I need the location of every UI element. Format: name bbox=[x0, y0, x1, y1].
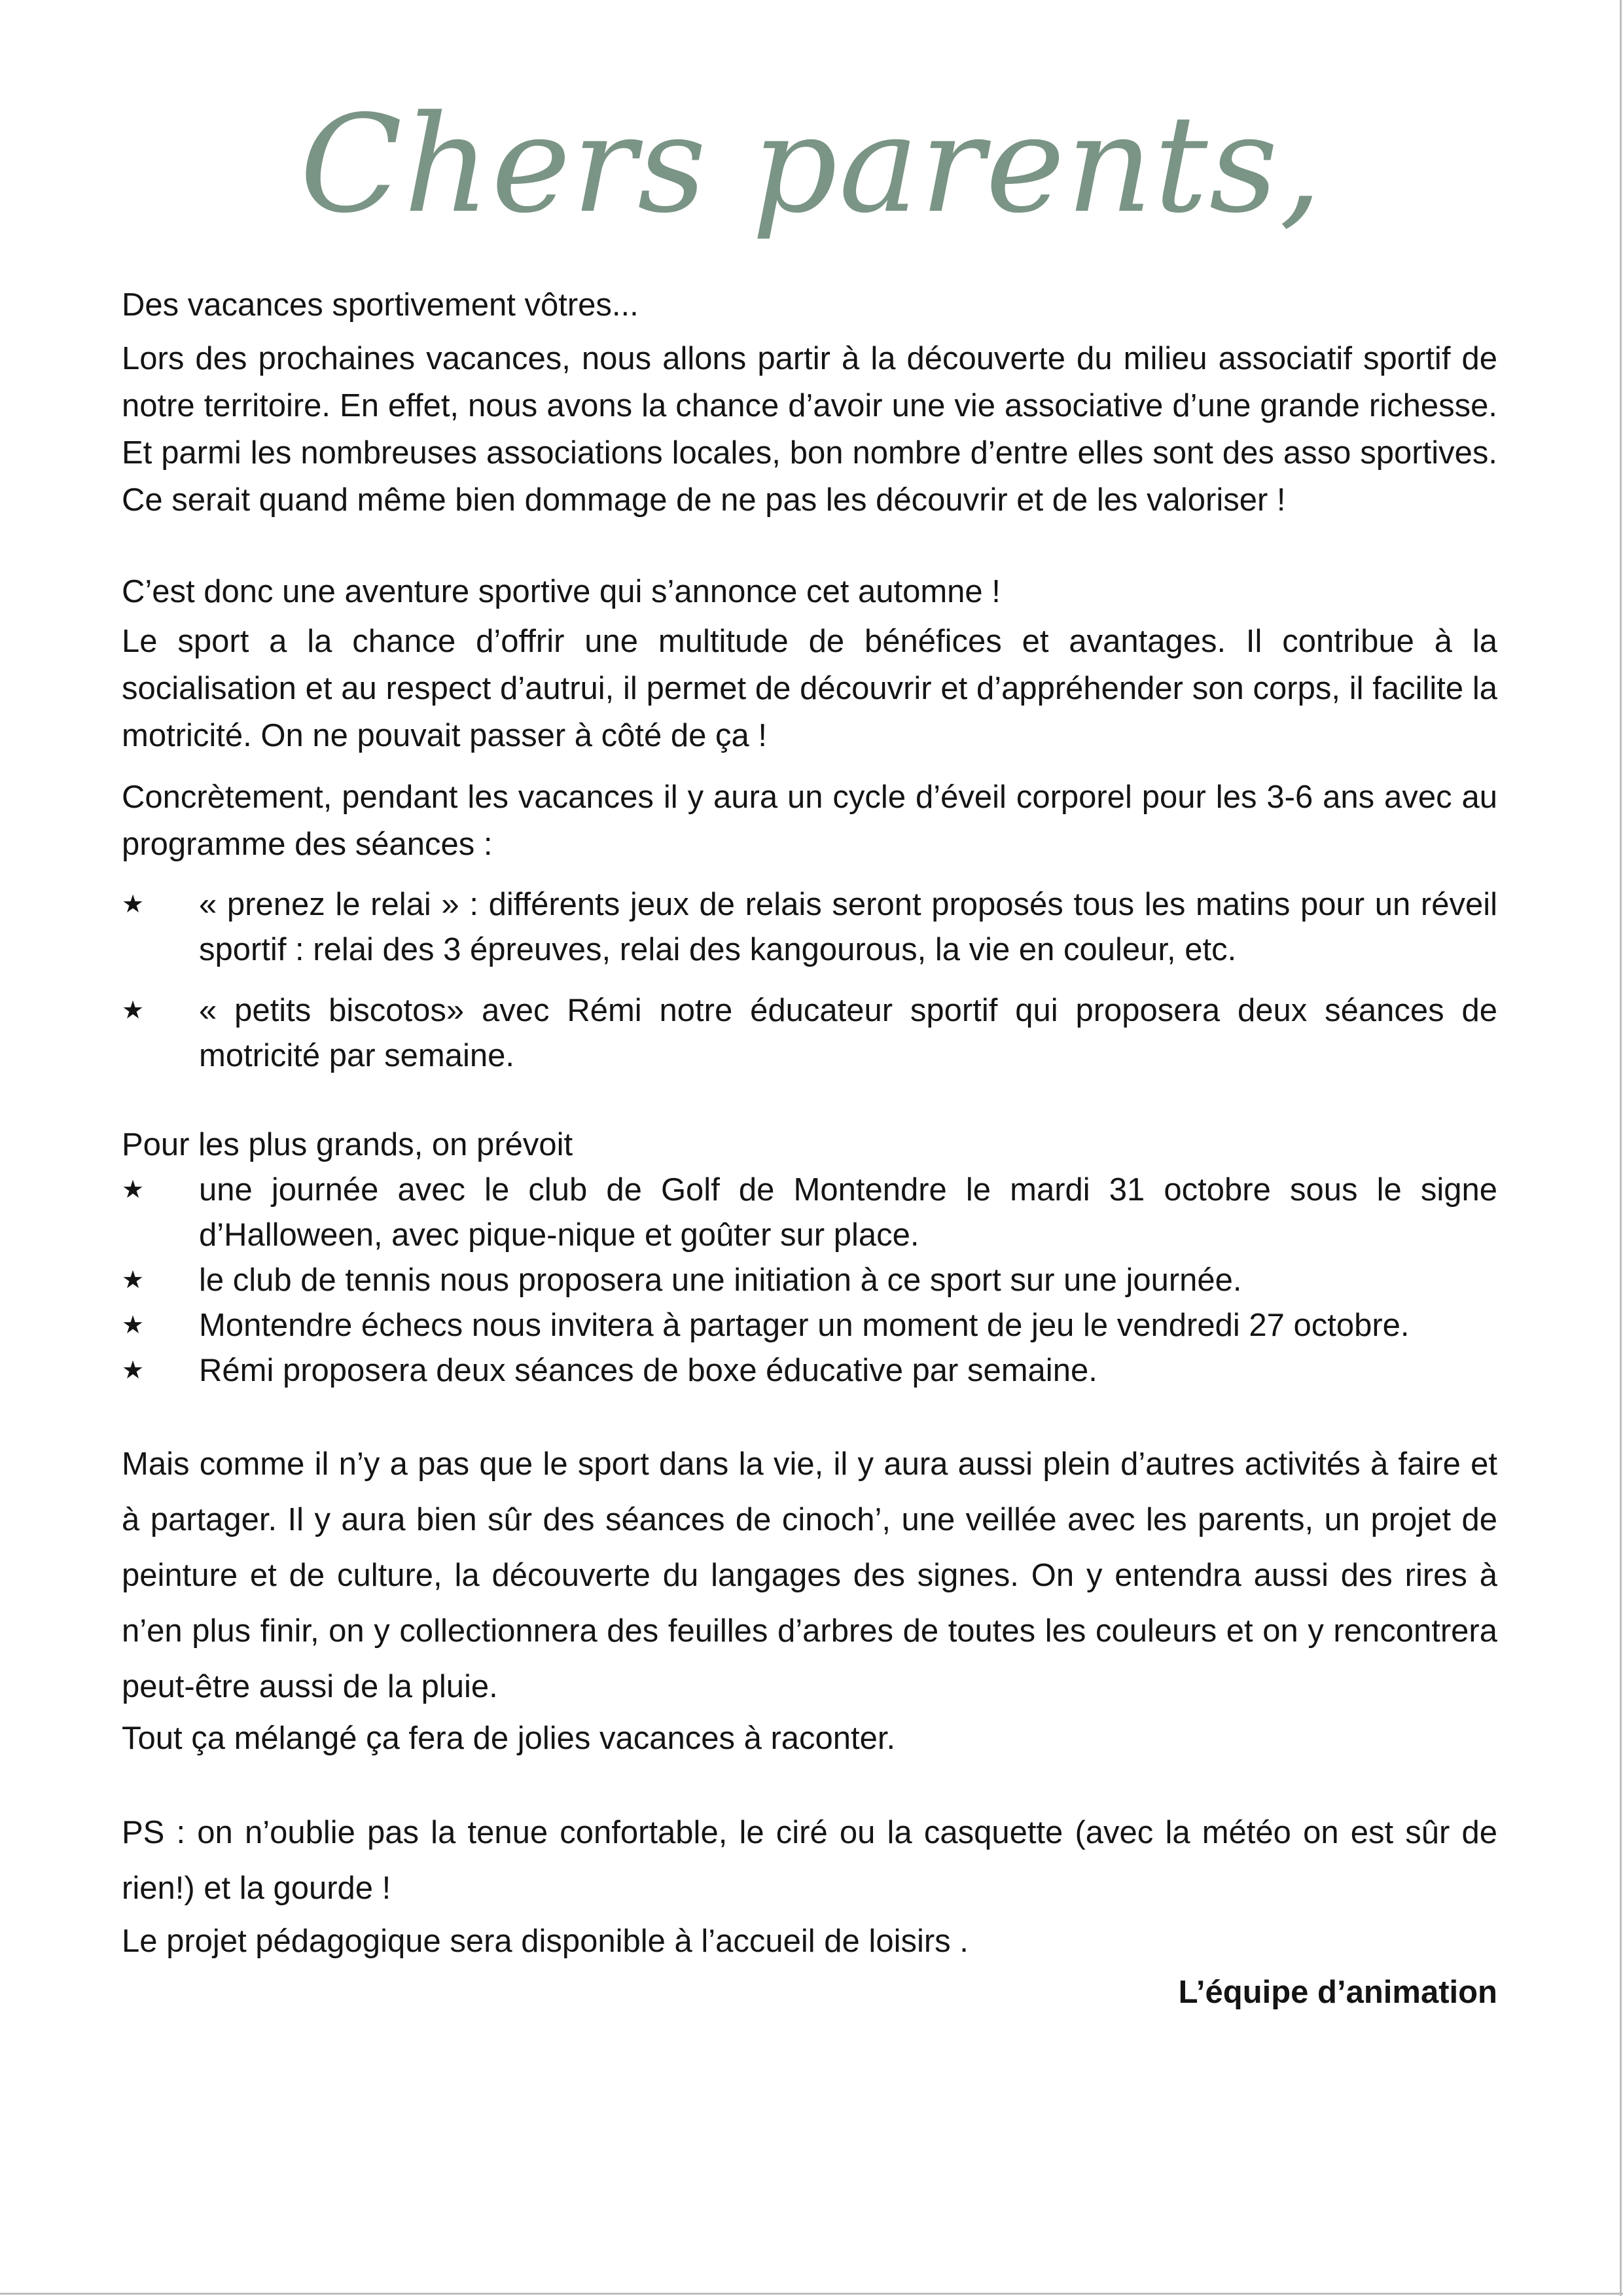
paragraph-program: Concrètement, pendant les vacances il y aura un cycle d’éveil corporel pour les 3-6 ans avec au programme des séances : bbox=[122, 780, 1497, 862]
paragraph-closing: Tout ça mélangé ça fera de jolies vacances à raconter. bbox=[122, 1721, 896, 1756]
page-border-right bbox=[1620, 0, 1622, 2296]
spacer bbox=[122, 524, 1497, 568]
list-item bbox=[122, 988, 1497, 1079]
postscript: PS : on n’oublie pas la tenue confortable, le ciré ou la casquette (avec la météo on est sûr de rien!) et la gourde ! bbox=[122, 1815, 1497, 1906]
list-item bbox=[122, 1303, 1497, 1348]
list-item bbox=[122, 1348, 1497, 1393]
page-title: Chers parents, bbox=[299, 87, 1324, 243]
star-bullet-icon: ★ bbox=[122, 1266, 145, 1294]
paragraph-pedagogical-project: Le projet pédagogique sera disponible à l’accueil de loisirs . bbox=[122, 1924, 969, 1959]
list-item bbox=[122, 1168, 1497, 1258]
star-bullet-icon: ★ bbox=[122, 1357, 145, 1384]
list-item-text: « prenez le relai » : différents jeux de relais seront proposés tous les matins pour un réveil sportif : relai des 3 épreuves, relai des kangourous, la vie en couleur, etc. bbox=[199, 887, 1497, 967]
letter-body bbox=[122, 281, 1497, 2018]
star-bullet-icon: ★ bbox=[122, 891, 145, 918]
intro-line: Des vacances sportivement vôtres... bbox=[122, 287, 639, 323]
spacer bbox=[122, 1393, 1497, 1437]
list-item bbox=[122, 1258, 1497, 1303]
page-border-bottom bbox=[0, 2293, 1623, 2295]
paragraph-adventure: C’est donc une aventure sportive qui s’annonce cet automne ! bbox=[122, 574, 1001, 609]
star-bullet-icon: ★ bbox=[122, 1176, 145, 1204]
star-bullet-icon: ★ bbox=[122, 1312, 145, 1339]
star-bullet-icon: ★ bbox=[122, 997, 145, 1024]
older-kids-activities-list bbox=[122, 1168, 1497, 1393]
list-item bbox=[122, 882, 1497, 973]
list-item-text: le club de tennis nous proposera une initiation à ce sport sur une journée. bbox=[199, 1263, 1242, 1298]
list-item-text: Rémi proposera deux séances de boxe éducative par semaine. bbox=[199, 1353, 1097, 1388]
paragraph-sport-benefits: Le sport a la chance d’offrir une multitude de bénéfices et avantages. Il contribue à la socialisation et au respect d’autrui, il permet de découvrir et d’appréhender son corps, il facilite la motricité. On ne pouvait passer à côté de ça ! bbox=[122, 624, 1497, 753]
list-item-text: « petits biscotos» avec Rémi notre éducateur sportif qui proposera deux séances de motricité par semaine. bbox=[199, 993, 1497, 1073]
list-item-text: Montendre échecs nous invitera à partager un moment de jeu le vendredi 27 octobre. bbox=[199, 1308, 1410, 1343]
small-kids-activities-list bbox=[122, 882, 1497, 1079]
spacer bbox=[122, 1762, 1497, 1805]
signature: L’équipe d’animation bbox=[1178, 1975, 1497, 2010]
paragraph-associations: Lors des prochaines vacances, nous allons partir à la découverte du milieu associatif sportif de notre territoire. En effet, nous avons la chance d’avoir une vie associative d’une grande richesse. Et parmi les nombreuses associations locales, bon nombre d’entre elles sont des asso sportives. Ce serait quand même bien dommage de ne pas les découvrir et de les valoriser ! bbox=[122, 341, 1497, 518]
list-item-text: une journée avec le club de Golf de Montendre le mardi 31 octobre sous le signe d’Halloween, avec pique-nique et goûter sur place. bbox=[199, 1172, 1497, 1253]
spacer bbox=[122, 1079, 1497, 1122]
paragraph-other-activities: Mais comme il n’y a pas que le sport dans la vie, il y aura aussi plein d’autres activités à faire et à partager. Il y aura bien sûr des séances de cinoch’, une veillée avec les parents, un projet de peinture et de culture, la découverte du langages des signes. On y entendra aussi des rires à n’en plus finir, on y collectionnera des feuilles d’arbres de toutes les couleurs et on y rencontrera peut-être aussi de la pluie. bbox=[122, 1446, 1497, 1704]
paragraph-older-kids: Pour les plus grands, on prévoit bbox=[122, 1127, 573, 1162]
